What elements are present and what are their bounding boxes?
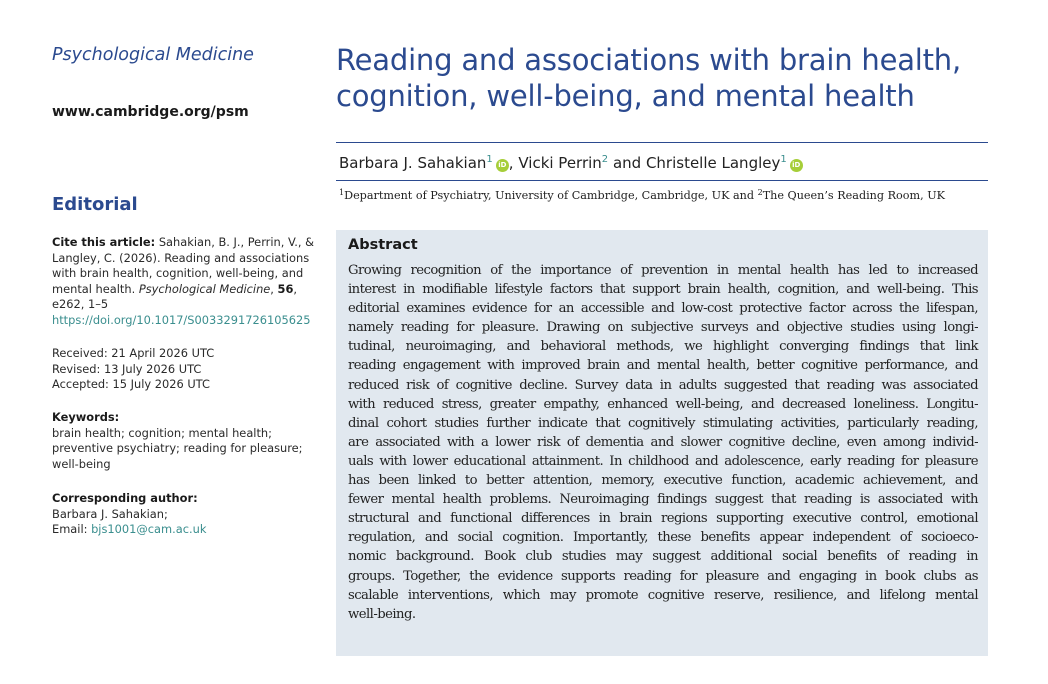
author-affil-sup: 2: [601, 154, 609, 165]
keywords-label: Keywords:: [52, 410, 120, 424]
author-separator: ,: [508, 154, 519, 172]
doi-link[interactable]: https://doi.org/10.1017/S0033291726105625: [52, 312, 311, 327]
divider-top: [336, 142, 988, 143]
cite-line2: Langley, C. (2026). Reading and associations: [52, 250, 310, 265]
abstract-line: reading engagement with improved brain and mental health, better cognitive performance, and: [348, 358, 978, 374]
divider-bottom: [336, 180, 988, 181]
cite-journal: Psychological Medicine: [138, 281, 271, 296]
abstract-line: nomic background. Book club studies may suggest additional social benefits of reading in: [348, 549, 978, 565]
orcid-icon[interactable]: iD: [790, 159, 803, 172]
abstract-line: structural and functional differences in brain regions supporting executive control, emotional: [348, 511, 978, 527]
abstract-heading: Abstract: [348, 237, 418, 253]
accepted-date: Accepted: 15 July 2026 UTC: [52, 377, 210, 391]
abstract-line: has been linked to better attention, memory, executive function, academic achievement, and: [348, 473, 978, 489]
received-date: Received: 21 April 2026 UTC: [52, 346, 215, 360]
abstract-line: namely reading for pleasure. Drawing on subjective surveys and objective studies using longi-: [348, 320, 978, 336]
abstract-line: regulation, and social cognition. Importantly, these benefits appear independent of socioeco-: [348, 530, 978, 546]
affil-text: Department of Psychiatry, University of Cambridge, Cambridge, UK and: [344, 189, 758, 202]
author-list: [339, 148, 803, 175]
keywords-line1: brain health; cognition; mental health;: [52, 425, 272, 440]
corresponding-author-block: [52, 491, 314, 538]
citation-block: [52, 235, 314, 328]
abstract-line: Growing recognition of the importance of prevention in mental health has led to increased: [348, 263, 978, 278]
affil-text: The Queen’s Reading Room, UK: [762, 189, 946, 202]
cite-line3: with brain health, cognition, well-being, and: [52, 266, 304, 280]
affiliations: [339, 188, 945, 202]
keywords-block: [52, 410, 314, 472]
abstract-line: with reduced stress, greater empathy, enhanced well-being, and decreased loneliness. Longitu-: [348, 396, 978, 412]
abstract-line: editorial examines evidence for an accessible and low-cost protective factor across the lifespan,: [348, 301, 978, 317]
abstract-line: uals with lower educational attainment. In childhood and adolescence, early reading for pleasure: [348, 453, 978, 469]
cite-label: Cite this article:: [52, 235, 156, 249]
dates-block: [52, 346, 314, 393]
corresponding-name: Barbara J. Sahakian;: [52, 506, 168, 521]
abstract-line: dinal cohort studies further indicate that cognitively stimulating activities, particularly reading,: [348, 415, 978, 431]
abstract-line: tudinal, neuroimaging, and behavioral methods, we highlight converging findings that link: [348, 339, 978, 355]
author-name: Barbara J. Sahakian: [339, 154, 487, 172]
article-type: Editorial: [52, 194, 138, 215]
cite-line1: Sahakian, B. J., Perrin, V., &: [158, 235, 315, 249]
abstract-line: reduced risk of cognitive decline. Survey data in adults suggested that reading was associated: [348, 377, 978, 393]
journal-website[interactable]: www.cambridge.org/psm: [52, 104, 249, 120]
journal-name[interactable]: Psychological Medicine: [52, 45, 254, 65]
abstract-box: [336, 230, 988, 656]
cite-line4b: ,: [270, 281, 278, 296]
article-title: [336, 42, 988, 114]
affil-sup: 2: [757, 188, 763, 197]
abstract-line: scalable interventions, which may promote cognitive reserve, resilience, and lifelong mental: [348, 587, 978, 603]
title-line2: cognition, well-being, and mental health: [336, 79, 915, 113]
email-link[interactable]: bjs1001@cam.ac.uk: [91, 522, 207, 536]
abstract-line: are associated with a lower risk of dementia and slower cognitive decline, even among individ-: [348, 434, 978, 450]
email-label: Email:: [52, 522, 92, 536]
orcid-icon[interactable]: iD: [496, 159, 509, 172]
author-separator: and: [608, 154, 646, 172]
abstract-line: well-being.: [348, 606, 416, 622]
author-name: Christelle Langley: [645, 154, 781, 172]
author-affil-sup: 1: [486, 154, 493, 165]
corresponding-label: Corresponding author:: [52, 491, 198, 505]
title-line1: Reading and associations with brain health,: [336, 43, 962, 77]
cite-line4c: ,: [293, 281, 298, 296]
author-affil-sup: 1: [780, 154, 787, 165]
keywords-line2: preventive psychiatry; reading for pleasure;: [52, 441, 303, 455]
cite-volume: 56: [277, 281, 294, 296]
abstract-text: [348, 261, 978, 624]
abstract-line: interest in modifiable lifestyle factors that support brain health, cognition, and well-being. This: [348, 282, 978, 298]
affil-sup: 1: [339, 188, 345, 197]
cite-line5: e262, 1–5: [52, 297, 109, 311]
cite-line4a: mental health.: [52, 281, 139, 296]
abstract-line: groups. Together, the evidence supports reading for pleasure and engaging in book clubs as: [348, 568, 978, 584]
revised-date: Revised: 13 July 2026 UTC: [52, 361, 202, 376]
keywords-line3: well-being: [52, 456, 111, 471]
abstract-line: fewer mental health problems. Neuroimaging findings suggest that reading is associated with: [348, 492, 978, 508]
author-name: Vicki Perrin: [518, 154, 602, 172]
